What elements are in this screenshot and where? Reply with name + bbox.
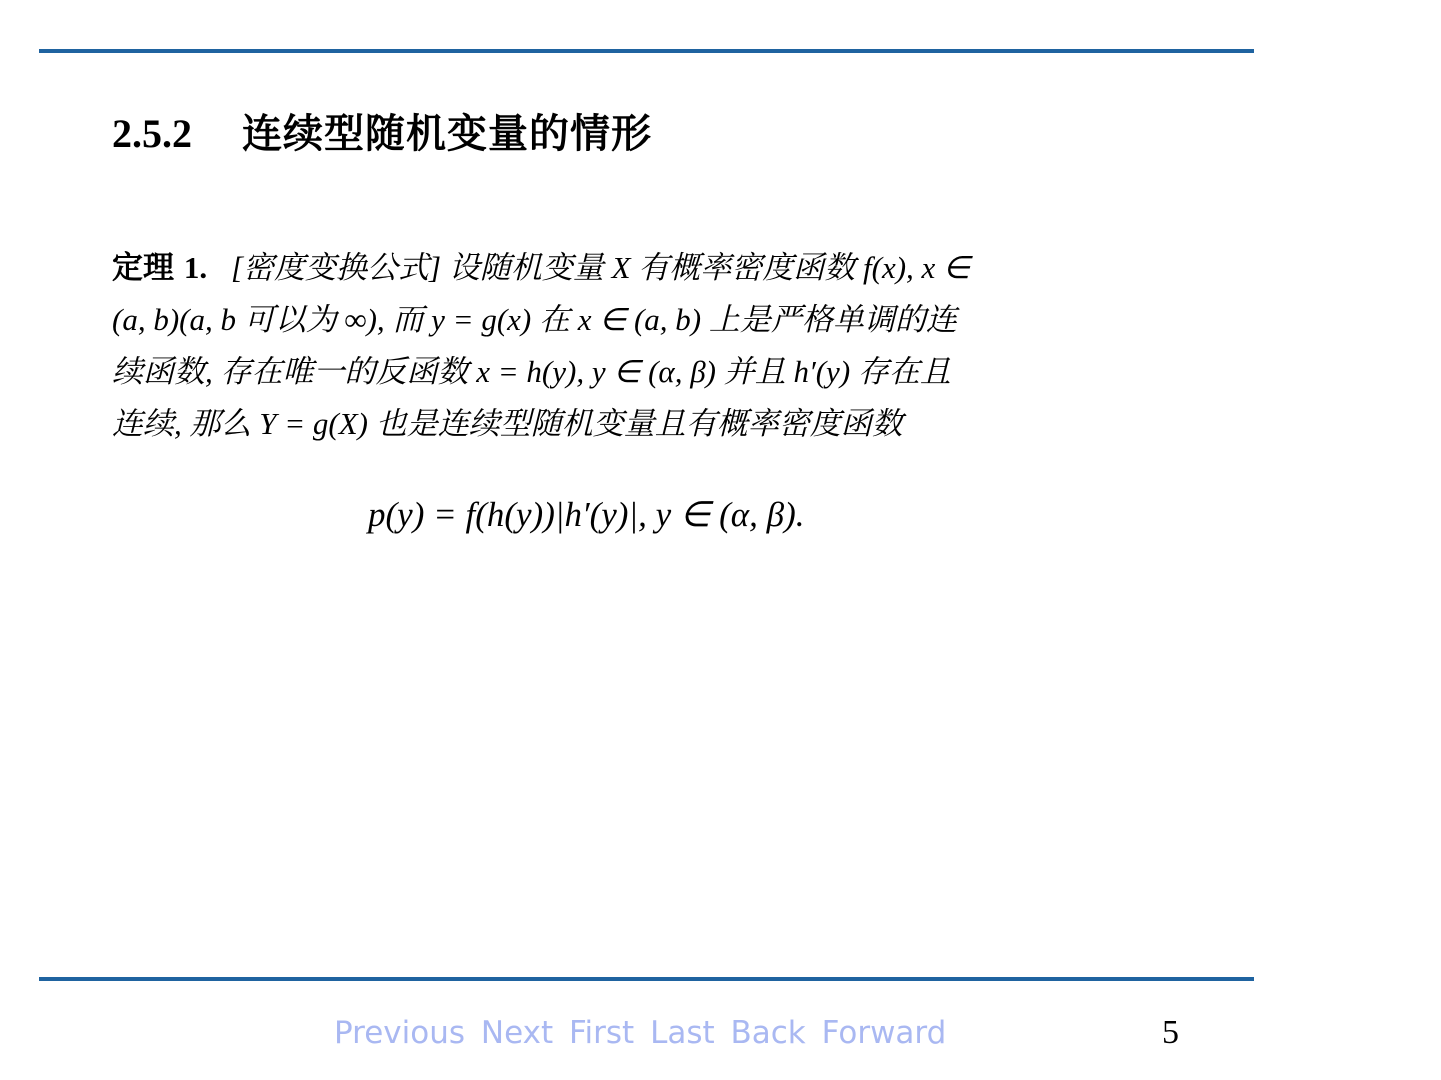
navigation-bar xyxy=(334,1010,952,1056)
bottom-rule xyxy=(39,977,1254,981)
theorem-text-line-1: [密度变换公式] 设随机变量 X 有概率密度函数 f(x), x ∈ xyxy=(230,250,971,285)
theorem-text-line-3: 续函数, 存在唯一的反函数 x = h(y), y ∈ (α, β) 并且 h′(y) 存在且 xyxy=(112,354,951,389)
theorem-text-line-2: (a, b)(a, b 可以为 ∞), 而 y = g(x) 在 x ∈ (a, b) 上是严格单调的连 xyxy=(112,302,957,337)
section-title: 连续型随机变量的情形 xyxy=(242,111,652,157)
page-number: 5 xyxy=(1162,1014,1179,1051)
theorem-label: 定理 xyxy=(112,250,174,286)
section-number: 2.5.2 xyxy=(112,111,192,156)
nav-forward-link[interactable]: Forward xyxy=(821,1015,947,1051)
theorem-block xyxy=(112,242,1187,450)
nav-first-link[interactable]: First xyxy=(568,1015,635,1051)
section-heading xyxy=(112,108,652,160)
top-rule xyxy=(39,49,1254,53)
nav-previous-link[interactable]: Previous xyxy=(334,1015,466,1051)
display-formula: p(y) = f(h(y))|h′(y)|, y ∈ (α, β). xyxy=(368,495,805,534)
nav-last-link[interactable]: Last xyxy=(650,1015,715,1051)
theorem-line-2 xyxy=(112,294,1187,346)
theorem-line-4 xyxy=(112,398,1187,450)
nav-next-link[interactable]: Next xyxy=(480,1015,554,1051)
theorem-line-3 xyxy=(112,346,1187,398)
theorem-number: 1. xyxy=(183,250,208,285)
theorem-line-1 xyxy=(112,242,1187,294)
nav-back-link[interactable]: Back xyxy=(730,1015,806,1051)
theorem-text-line-4: 连续, 那么 Y = g(X) 也是连续型随机变量且有概率密度函数 xyxy=(112,406,903,441)
